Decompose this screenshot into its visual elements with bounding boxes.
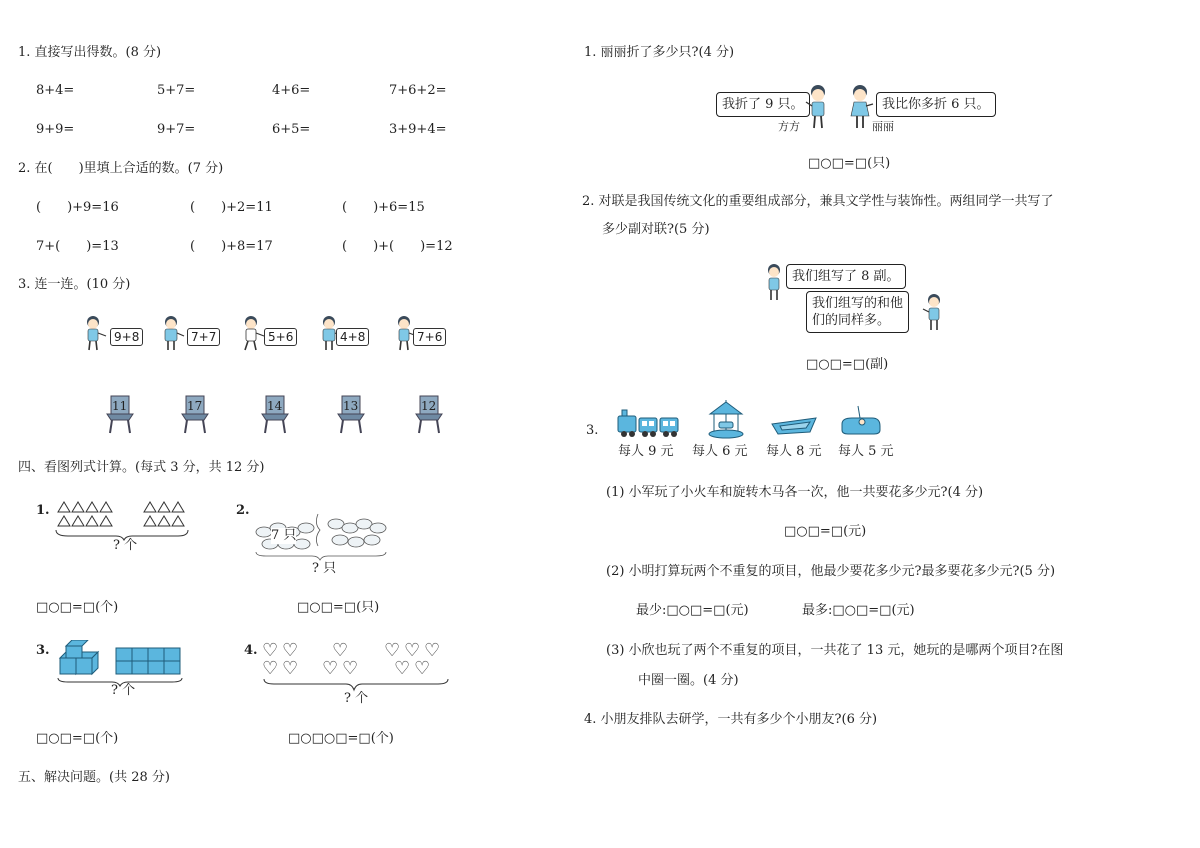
fill-blank-item: ( )+9=16 — [36, 200, 119, 215]
section5-title: 五、解决问题。(共 28 分) — [18, 770, 170, 785]
kid-icon — [160, 314, 186, 352]
formula: □○□=□(个) — [36, 600, 119, 615]
heart-icon: ♡ — [414, 658, 431, 679]
problem-number: 4. — [244, 643, 258, 658]
fill-blank-item: ( )+6=15 — [342, 200, 425, 215]
sum-card: 5+6 — [264, 328, 297, 346]
q1-title: 1. 直接写出得数。(8 分) — [18, 45, 162, 60]
arith-item: 9+7= — [157, 122, 196, 137]
speech-bubble: 我比你多折 6 只。 — [876, 92, 996, 117]
question-label: ? 个 — [111, 683, 136, 698]
boy-icon — [804, 84, 832, 130]
speech-bubble: 我折了 9 只。 — [716, 92, 810, 117]
boat-icon — [770, 412, 820, 438]
fill-blank-item: ( )+2=11 — [190, 200, 273, 215]
kid-icon — [922, 292, 948, 332]
formula: □○□=□(只) — [297, 600, 380, 615]
formula: □○□=□(元) — [784, 524, 867, 539]
arith-item: 4+6= — [272, 83, 311, 98]
formula: □○□=□(副) — [806, 357, 889, 372]
price-label: 每人 8 元 — [766, 444, 822, 459]
sub-question: 中圈一圈。(4 分) — [638, 673, 739, 688]
section4-title: 四、看图列式计算。(每式 3 分，共 12 分) — [18, 460, 265, 475]
speech-bubble — [806, 291, 909, 333]
chair — [103, 390, 137, 434]
chair-number: 12 — [421, 399, 437, 413]
sub-question: (2) 小明打算玩两个不重复的项目，他最少要花多少元?最多要花多少元?(5 分) — [606, 564, 1056, 579]
fill-blank-item: 7+( )=13 — [36, 239, 119, 254]
fill-blank-item: ( )+( )=12 — [342, 239, 453, 254]
sum-card: 9+8 — [110, 328, 143, 346]
price-label: 每人 6 元 — [692, 444, 748, 459]
arith-item: 6+5= — [272, 122, 311, 137]
arith-item: 5+7= — [157, 83, 196, 98]
heart-icon: ♡ — [342, 658, 359, 679]
heart-icon: ♡ — [394, 658, 411, 679]
q1-title: 1. 丽丽折了多少只?(4 分) — [584, 45, 735, 60]
chair-number: 17 — [187, 399, 203, 413]
sum-card: 7+6 — [413, 328, 446, 346]
bubble-line: 我们组写的和他 — [812, 296, 904, 311]
chair-number: 14 — [267, 399, 283, 413]
sum-card: 4+8 — [336, 328, 369, 346]
chair-number: 13 — [343, 399, 359, 413]
q3-number: 3. — [586, 423, 599, 438]
question-label: ? 只 — [312, 561, 337, 576]
price-label: 每人 5 元 — [838, 444, 894, 459]
count-tag: 7 只 — [271, 528, 297, 543]
q3-title: 3. 连一连。(10 分) — [18, 277, 131, 292]
kid-icon — [82, 314, 108, 352]
bumper-car-icon — [838, 404, 884, 438]
sub-question: (3) 小欣也玩了两个不重复的项目，一共花了 13 元，她玩的是哪两个项目?在图 — [606, 643, 1064, 658]
heart-icon: ♡ — [424, 640, 441, 661]
kid-icon — [240, 314, 266, 352]
q2-title: 2. 在( )里填上合适的数。(7 分) — [18, 161, 224, 176]
chair — [178, 390, 212, 434]
speech-bubble: 我们组写了 8 副。 — [786, 264, 906, 289]
formula: □○□=□(只) — [808, 156, 891, 171]
problem-number: 2. — [236, 503, 250, 518]
chair — [258, 390, 292, 434]
arith-item: 7+6+2= — [389, 83, 447, 98]
name-label: 方方 — [778, 120, 800, 133]
formula: □○□○□=□(个) — [288, 731, 394, 746]
arith-item: 8+4= — [36, 83, 75, 98]
q2-title-line1: 2. 对联是我国传统文化的重要组成部分，兼具文学性与装饰性。两组同学一共写了 — [582, 194, 1054, 209]
heart-icon: ♡ — [384, 640, 401, 661]
girl-icon — [846, 84, 874, 130]
name-label: 丽丽 — [872, 120, 894, 133]
question-label: ? 个 — [344, 691, 369, 706]
sum-card: 7+7 — [187, 328, 220, 346]
chair — [412, 390, 446, 434]
bubble-line: 们的同样多。 — [812, 313, 891, 328]
sub-question: (1) 小军玩了小火车和旋转木马各一次，他一共要花多少元?(4 分) — [606, 485, 984, 500]
heart-icon: ♡ — [322, 658, 339, 679]
problem-number: 1. — [36, 503, 50, 518]
chair — [334, 390, 368, 434]
cubes-figure — [54, 640, 184, 688]
heart-icon: ♡ — [262, 640, 279, 661]
train-icon — [616, 408, 682, 438]
fill-blank-item: ( )+8=17 — [190, 239, 273, 254]
arith-item: 9+9= — [36, 122, 75, 137]
heart-icon: ♡ — [332, 640, 349, 661]
brace — [262, 678, 452, 692]
chair-number: 11 — [112, 399, 128, 413]
arith-item: 3+9+4= — [389, 122, 447, 137]
problem-number: 3. — [36, 643, 50, 658]
q2-title-line2: 多少副对联?(5 分) — [602, 222, 710, 237]
heart-icon: ♡ — [282, 658, 299, 679]
carousel-icon — [706, 400, 746, 440]
formula: 最少:□○□=□(元) — [636, 603, 749, 618]
price-label: 每人 9 元 — [618, 444, 674, 459]
formula: 最多:□○□=□(元) — [802, 603, 915, 618]
heart-icon: ♡ — [404, 640, 421, 661]
q4-title: 4. 小朋友排队去研学，一共有多少个小朋友?(6 分) — [584, 712, 878, 727]
kid-icon — [762, 262, 788, 302]
heart-icon: ♡ — [282, 640, 299, 661]
heart-icon: ♡ — [262, 658, 279, 679]
question-label: ? 个 — [113, 538, 138, 553]
formula: □○□=□(个) — [36, 731, 119, 746]
